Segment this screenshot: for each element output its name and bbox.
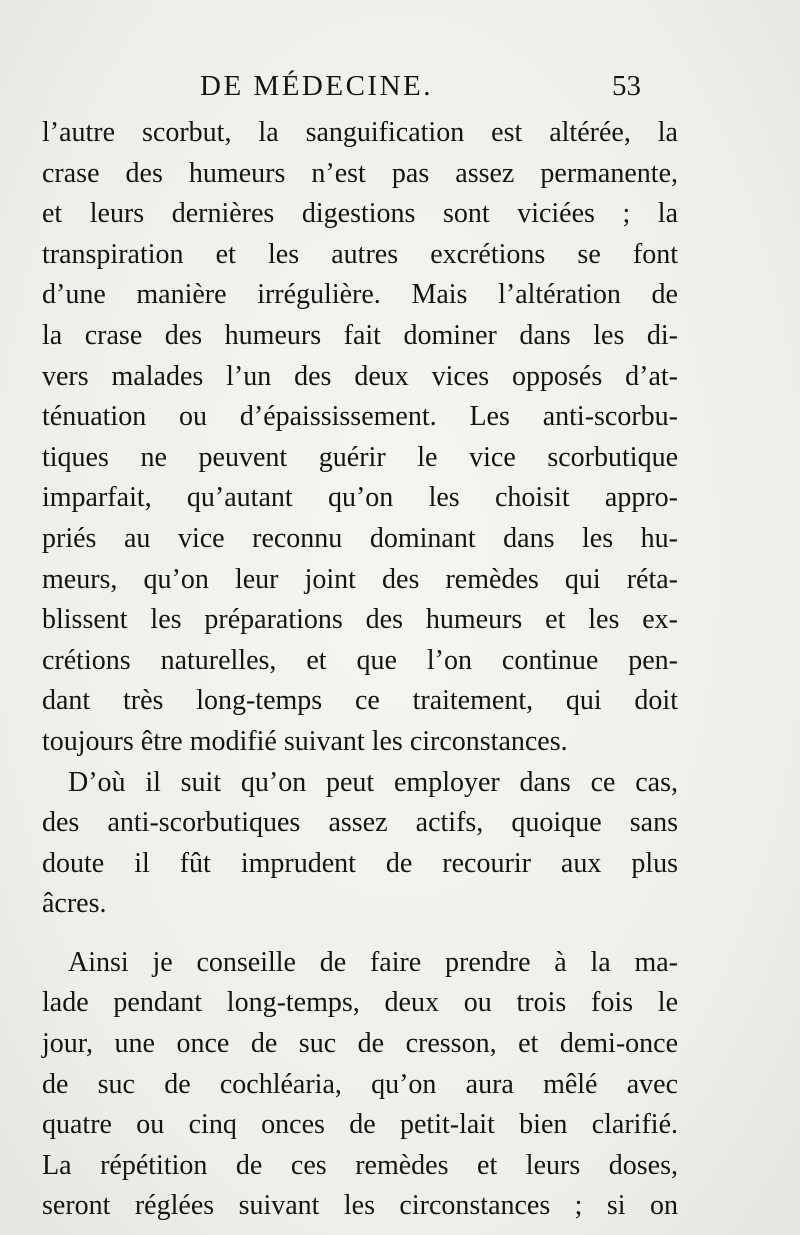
text-line: âcres.	[42, 888, 107, 920]
text-line: doute il fût imprudent de recourir aux plus	[42, 847, 678, 879]
page-header	[0, 62, 800, 112]
text-line: imparfait, qu’autant qu’on les choisit appro-	[42, 482, 678, 514]
body-text	[42, 113, 678, 1227]
text-line: l’autre scorbut, la sanguification est altérée, la	[42, 117, 678, 148]
text-line: de suc de cochléaria, qu’on aura mêlé avec	[42, 1068, 678, 1100]
text-line: quatre ou cinq onces de petit-lait bien clarifié.	[42, 1109, 678, 1141]
text-line: ténuation ou d’épaississement. Les anti-scorbu-	[42, 401, 678, 433]
text-line: priés au vice reconnu dominant dans les hu-	[42, 522, 678, 554]
text-line: dant très long-temps ce traitement, qui doit	[42, 685, 678, 717]
paragraph-1	[42, 113, 678, 763]
text-line: jour, une once de suc de cresson, et demi-once	[42, 1028, 678, 1060]
text-line: des anti-scorbutiques assez actifs, quoique sans	[42, 807, 678, 839]
text-line: lade pendant long-temps, deux ou trois fois le	[42, 987, 678, 1019]
text-line: d’une manière irrégulière. Mais l’altération de	[42, 279, 678, 311]
text-line: toujours être modifié suivant les circonstances.	[42, 725, 568, 757]
text-line: meurs, qu’on leur joint des remèdes qui réta-	[42, 563, 678, 595]
text-line: Ainsi je conseille de faire prendre à la ma-	[68, 946, 678, 978]
text-line: la crase des humeurs fait dominer dans les di-	[42, 319, 678, 351]
text-line: crase des humeurs n’est pas assez permanente,	[42, 157, 678, 189]
paragraph-gap	[42, 925, 678, 943]
text-line: et leurs dernières digestions sont viciées ; la	[42, 198, 678, 230]
text-line: blissent les préparations des humeurs et les ex-	[42, 604, 678, 636]
page-number: 53	[612, 70, 641, 102]
paragraph-3	[42, 943, 678, 1227]
paragraph-2	[42, 763, 678, 925]
text-line: transpiration et les autres excrétions se font	[42, 238, 678, 270]
text-line: seront réglées suivant les circonstances ; si on	[42, 1190, 678, 1222]
text-line: crétions naturelles, et que l’on continue pen-	[42, 644, 678, 676]
text-line: tiques ne peuvent guérir le vice scorbutique	[42, 441, 678, 473]
text-line: D’où il suit qu’on peut employer dans ce cas,	[68, 766, 678, 798]
running-head: DE MÉDECINE.	[200, 70, 433, 102]
text-line: La répétition de ces remèdes et leurs doses,	[42, 1149, 678, 1181]
text-line: vers malades l’un des deux vices opposés d’at-	[42, 360, 678, 392]
